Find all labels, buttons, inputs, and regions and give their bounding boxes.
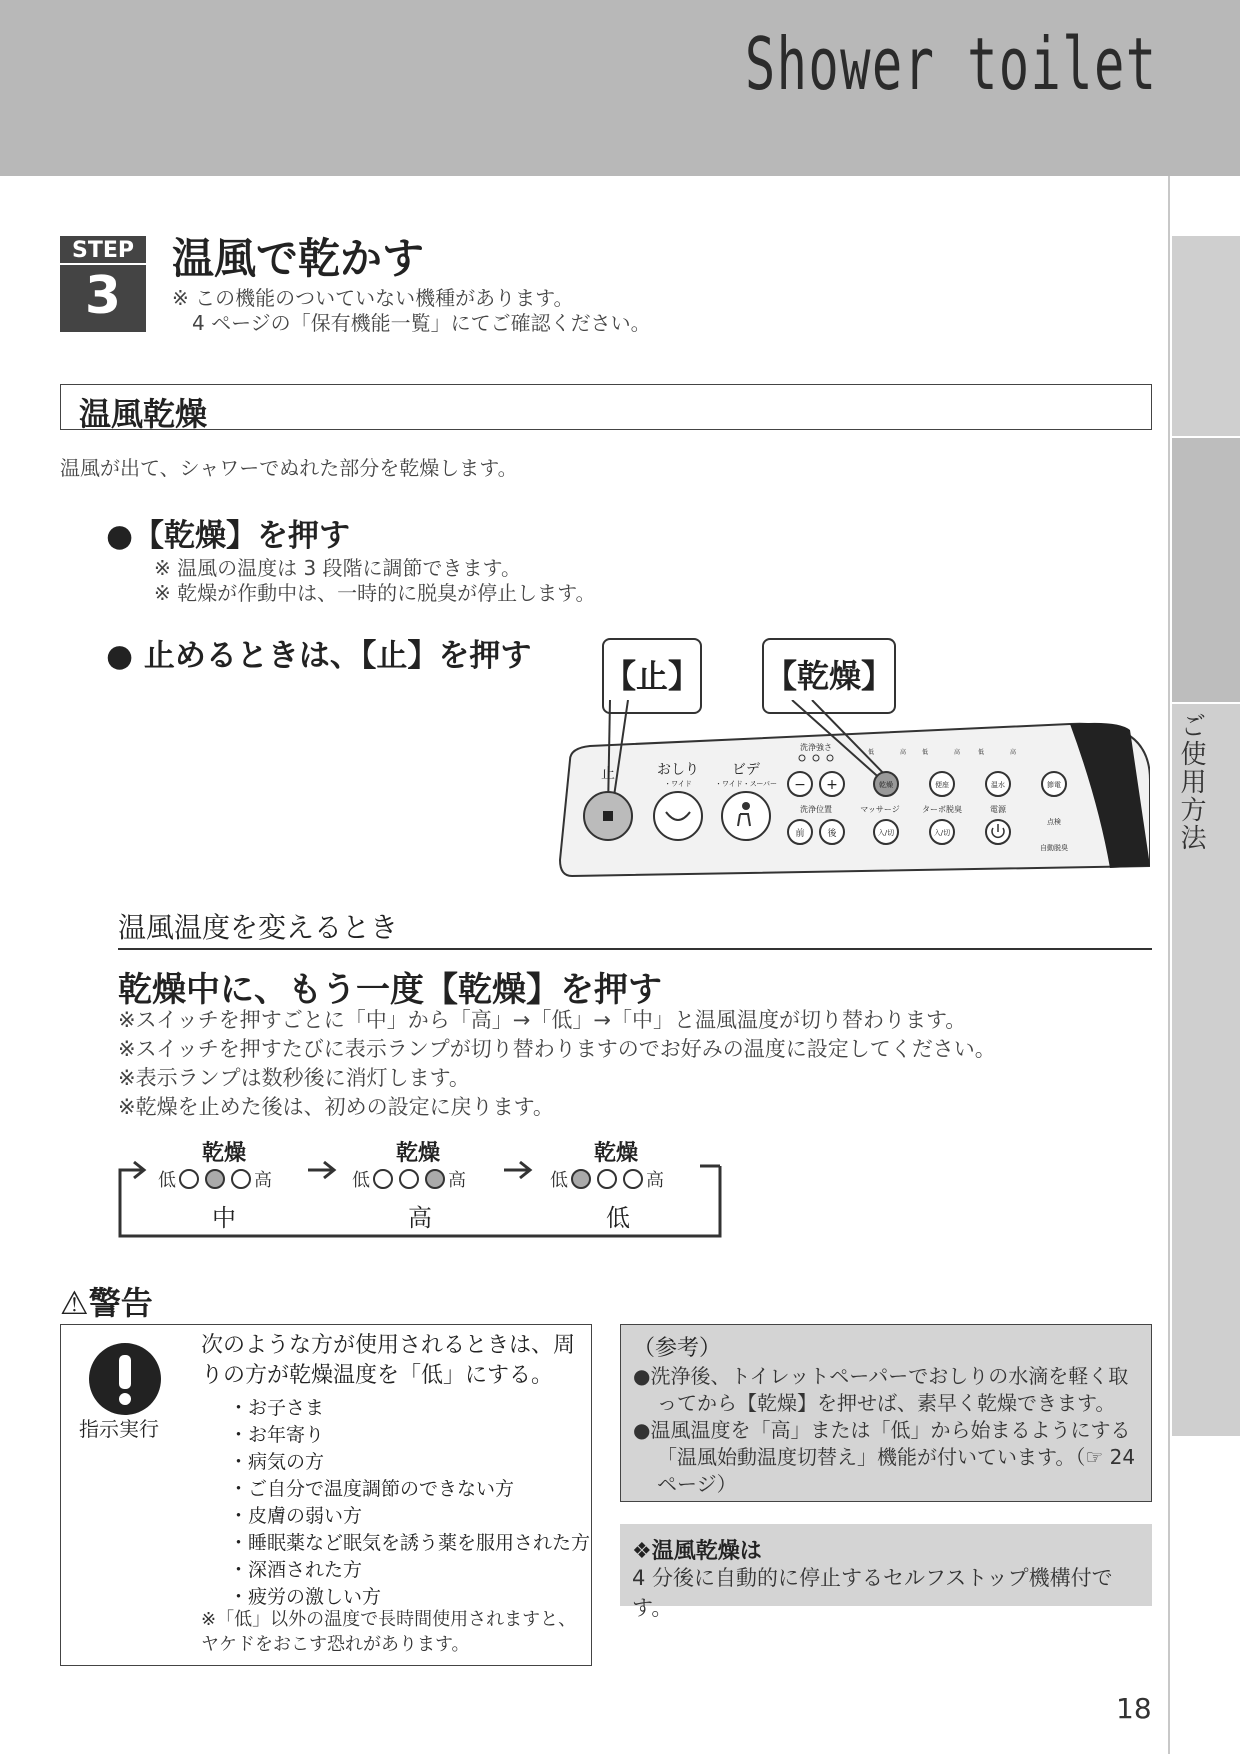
cycle-step-lamps bbox=[158, 1166, 272, 1192]
lamp-high-label: 高 bbox=[1010, 749, 1017, 756]
action-note: ※ 乾燥が作動中は、一時的に脱臭が停止します。 bbox=[154, 581, 596, 605]
step-title: 温風で乾かす bbox=[172, 234, 425, 283]
reference-box bbox=[620, 1324, 1152, 1502]
step-word: STEP bbox=[60, 236, 146, 265]
lamp-off bbox=[179, 1169, 199, 1189]
info-title: ❖温風乾燥は bbox=[632, 1539, 762, 1564]
panel-bidet-sub: ・ワイド・スーパー bbox=[714, 780, 778, 788]
stop-icon bbox=[603, 811, 613, 821]
section-header bbox=[60, 384, 1152, 433]
list-item: ・ 病気の方 bbox=[229, 1449, 590, 1476]
minus-icon: − bbox=[794, 777, 806, 793]
front-label: 前 bbox=[795, 829, 805, 839]
panel-oshiri-sub: ・ワイド bbox=[664, 780, 692, 788]
info-text: 4 分後に自動的に停止するセルフストップ機構付です。 bbox=[632, 1566, 1113, 1620]
lamp-high-label: 高 bbox=[954, 749, 961, 756]
cycle-step-name: 乾燥 bbox=[396, 1141, 441, 1166]
temp-note: ※乾燥を止めた後は、初めの設定に戻ります。 bbox=[118, 1095, 554, 1119]
temp-note: ※スイッチを押すたびに表示ランプが切り替わりますのでお好みの温度に設定してください。 bbox=[118, 1037, 996, 1061]
list-item: ● 洗浄後、トイレットペーパーでおしりの水滴を軽く取ってから【乾燥】を押せば、素早く乾燥できます。 bbox=[633, 1363, 1145, 1417]
turbo-onoff-label: 入/切 bbox=[933, 829, 951, 837]
list-item: ・ 睡眠薬など眠気を誘う薬を服用された方 bbox=[229, 1530, 590, 1557]
panel-power-label: 電源 bbox=[990, 805, 1006, 814]
action-title-stop: ● 止めるときは、【止】を押す bbox=[106, 638, 532, 674]
back-label: 後 bbox=[827, 829, 837, 839]
lamp-off bbox=[623, 1169, 643, 1189]
bidet-person-icon bbox=[742, 802, 750, 810]
panel-massage-label: マッサージ bbox=[860, 805, 900, 814]
warning-box bbox=[60, 1324, 592, 1666]
lamp-high-label: 高 bbox=[900, 749, 907, 756]
callout-dry: 【乾燥】 bbox=[762, 638, 896, 714]
lamp-off bbox=[373, 1169, 393, 1189]
cycle-step-level: 高 bbox=[408, 1204, 432, 1232]
lamp-on bbox=[425, 1169, 445, 1189]
section-title: 温風乾燥 bbox=[79, 395, 208, 433]
callout-stop: 【止】 bbox=[602, 638, 702, 714]
step-badge bbox=[60, 236, 146, 332]
control-panel-illustration bbox=[550, 700, 1150, 890]
brand-logo: Shower toilet bbox=[745, 22, 1158, 106]
warning-list bbox=[229, 1395, 590, 1611]
light-label: 点検 bbox=[1047, 818, 1061, 826]
sub-heading: 温風温度を変えるとき bbox=[118, 911, 399, 944]
panel-bidet-label: ビデ bbox=[732, 762, 760, 778]
warning-footnote: ※「低」以外の温度で長時間使用されますと、ヤケドをおこす恐れがあります。 bbox=[201, 1609, 577, 1655]
list-item: ・ お子さま bbox=[229, 1395, 590, 1422]
reference-list bbox=[633, 1363, 1145, 1498]
panel-turbo-label: ターボ脱臭 bbox=[922, 805, 962, 814]
oshiri-button[interactable] bbox=[654, 792, 702, 840]
side-tab bbox=[1172, 438, 1240, 702]
warning-title: ⚠警告 bbox=[60, 1284, 153, 1322]
dry-label: 乾燥 bbox=[879, 781, 893, 789]
info-box bbox=[620, 1524, 1152, 1620]
seat-label: 便座 bbox=[935, 781, 949, 789]
lamp-high-label: 高 bbox=[448, 1170, 466, 1191]
auto-deodor-label: 自動脱臭 bbox=[1040, 844, 1068, 852]
cycle-step-level: 中 bbox=[212, 1204, 236, 1232]
list-item: ・ ご自分で温度調節のできない方 bbox=[229, 1476, 590, 1503]
temp-note: ※表示ランプは数秒後に消灯します。 bbox=[118, 1066, 470, 1090]
lamp-on bbox=[205, 1169, 225, 1189]
action-title-dry: ●【乾燥】を押す bbox=[106, 518, 351, 554]
warning-text: 次のような方が使用されるときは、周りの方が乾燥温度を「低」にする。 bbox=[201, 1333, 576, 1388]
panel-stop-label: 止 bbox=[601, 766, 615, 782]
cycle-step-level: 低 bbox=[606, 1204, 630, 1232]
lamp-low-label: 低 bbox=[158, 1170, 176, 1191]
lamp-high-label: 高 bbox=[254, 1170, 272, 1191]
list-item: ・ 疲労の激しい方 bbox=[229, 1584, 590, 1611]
temp-change-action: 乾燥中に、もう一度【乾燥】を押す bbox=[118, 970, 662, 1010]
panel-oshiri-label: おしり bbox=[657, 762, 699, 778]
exclamation-icon bbox=[85, 1339, 165, 1419]
massage-onoff-label: 入/切 bbox=[877, 829, 895, 837]
reference-title: （参考） bbox=[633, 1336, 722, 1361]
cycle-step-lamps bbox=[352, 1166, 466, 1192]
margin-rule bbox=[1168, 176, 1170, 1754]
warning-icon-label: 指示実行 bbox=[79, 1417, 159, 1441]
step-number: 3 bbox=[84, 266, 122, 326]
panel-body bbox=[560, 724, 1150, 876]
temp-note: ※スイッチを押すごとに「中」から「高」→「低」→「中」と温風温度が切り替わります。 bbox=[118, 1008, 967, 1032]
lamp-off bbox=[399, 1169, 419, 1189]
list-item: ● 温風温度を「高」または「低」から始まるようにする「温風始動温度切替え」機能が付いています。（☞ 24 ページ） bbox=[633, 1417, 1145, 1498]
panel-position-label: 洗浄位置 bbox=[800, 805, 832, 814]
panel-strength-label: 洗浄強さ bbox=[800, 743, 832, 752]
lamp-low-label: 低 bbox=[922, 749, 929, 756]
plus-icon: + bbox=[826, 777, 838, 793]
lamp-low-label: 低 bbox=[550, 1170, 568, 1191]
cycle-step-name: 乾燥 bbox=[594, 1141, 639, 1166]
lamp-low-label: 低 bbox=[978, 749, 985, 756]
list-item: ・ 皮膚の弱い方 bbox=[229, 1503, 590, 1530]
list-item: ・ 深酒された方 bbox=[229, 1557, 590, 1584]
sub-heading-rule bbox=[118, 948, 1152, 950]
bidet-button[interactable] bbox=[722, 792, 770, 840]
lamp-on bbox=[571, 1169, 591, 1189]
lamp-high-label: 高 bbox=[646, 1170, 664, 1191]
section-intro: 温風が出て、シャワーでぬれた部分を乾燥します。 bbox=[60, 456, 518, 480]
side-tab bbox=[1172, 236, 1240, 436]
side-tab-label: ご使用方法 bbox=[1176, 712, 1206, 852]
action-note: ※ 温風の温度は 3 段階に調節できます。 bbox=[154, 556, 521, 580]
page-number: 18 bbox=[1116, 1692, 1152, 1725]
cycle-step-name: 乾燥 bbox=[202, 1141, 247, 1166]
step-note: ※ この機能のついていない機種があります。 bbox=[172, 286, 574, 310]
lamp-off bbox=[597, 1169, 617, 1189]
water-label: 温水 bbox=[991, 781, 1005, 789]
step-note: 4 ページの「保有機能一覧」にてご確認ください。 bbox=[172, 311, 651, 335]
lamp-off bbox=[231, 1169, 251, 1189]
list-item: ・ お年寄り bbox=[229, 1422, 590, 1449]
lamp-low-label: 低 bbox=[868, 749, 875, 756]
eco-label: 節電 bbox=[1047, 781, 1061, 789]
cycle-step-lamps bbox=[550, 1166, 664, 1192]
lamp-low-label: 低 bbox=[352, 1170, 370, 1191]
